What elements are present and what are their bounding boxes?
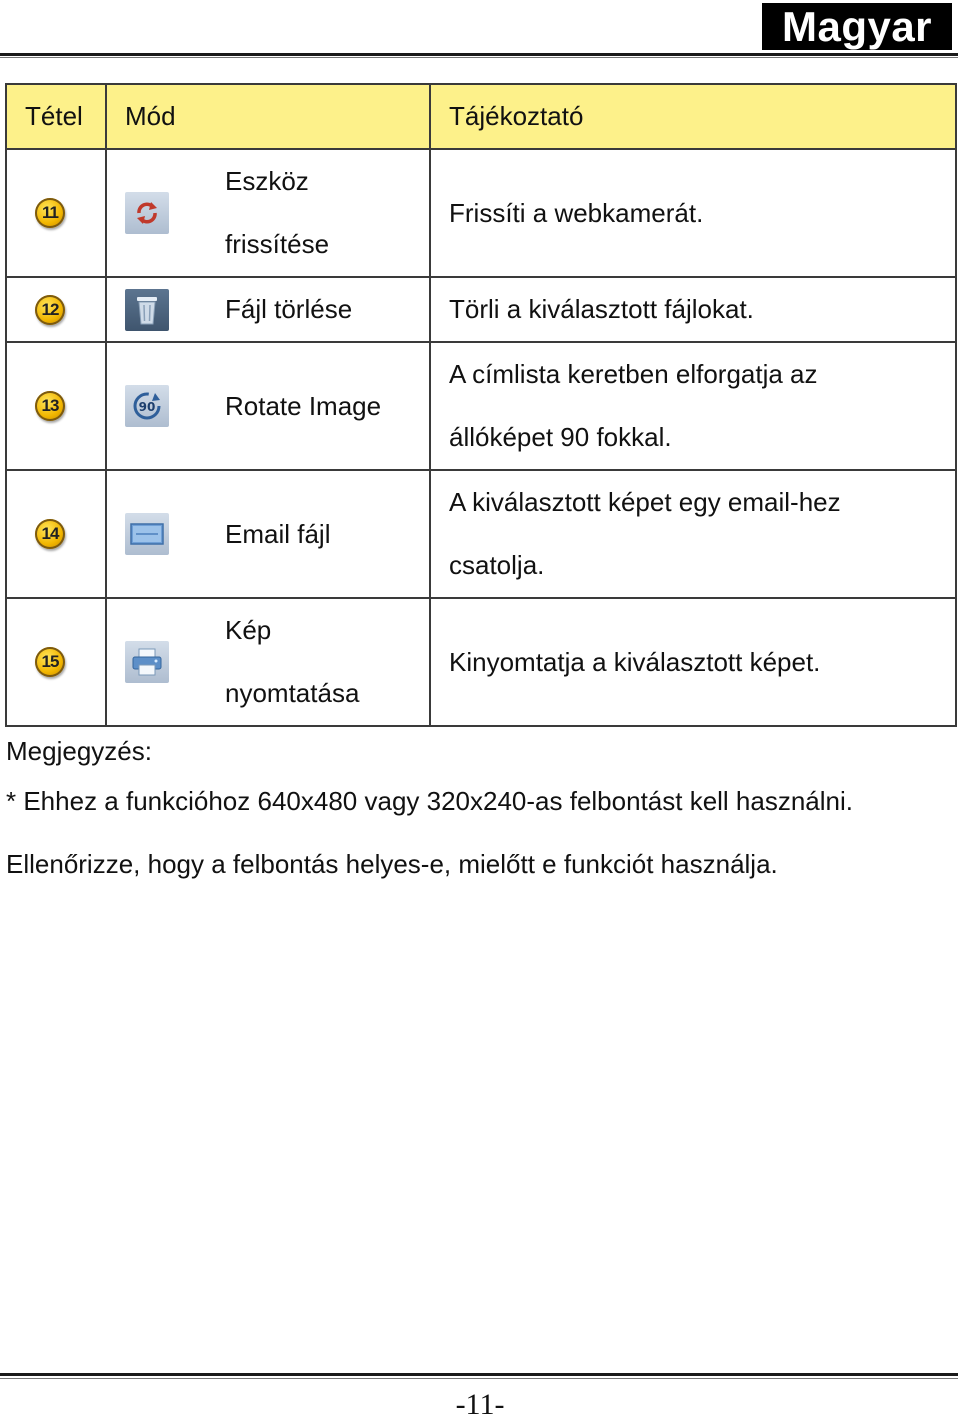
mode-label: Eszköz: [225, 166, 309, 196]
mode-cell: [106, 277, 430, 342]
table-row: [6, 598, 956, 726]
mode-label: nyomtatása: [225, 678, 360, 708]
mode-label: frissítése: [225, 229, 330, 259]
item-number-badge: 14: [35, 519, 65, 549]
item-cell: [6, 598, 106, 726]
mode-label: Fájl törlése: [225, 294, 353, 324]
item-cell: [6, 470, 106, 598]
info-cell: [430, 277, 956, 342]
header-rule: [0, 53, 958, 58]
info-cell: [430, 470, 956, 598]
mode-label: Email fájl: [225, 518, 331, 549]
info-text: Törli a kiválasztott fájlokat.: [449, 294, 754, 324]
item-number-badge: 11: [35, 198, 65, 228]
info-cell: [430, 598, 956, 726]
footer-rule: [0, 1373, 958, 1379]
info-text: csatolja.: [449, 550, 545, 580]
mode-cell: [106, 149, 430, 277]
table-row: [6, 277, 956, 342]
rotate-90-icon-text: 90: [138, 400, 156, 414]
table-row: [6, 149, 956, 277]
envelope-icon: [125, 513, 169, 555]
refresh-icon: [125, 192, 169, 234]
page-number: -11-: [455, 1388, 505, 1421]
mode-cell: [106, 598, 430, 726]
mode-cell: [106, 470, 430, 598]
item-number-badge: 15: [35, 647, 65, 677]
printer-icon: [125, 641, 169, 683]
mode-label: Kép: [225, 615, 272, 645]
info-text: állóképet 90 fokkal.: [449, 422, 672, 452]
item-cell: [6, 342, 106, 470]
item-number-badge: 13: [35, 391, 65, 421]
item-number-badge: 12: [35, 295, 65, 325]
mode-cell: [106, 342, 430, 470]
info-cell: [430, 342, 956, 470]
mode-label: Rotate Image: [225, 390, 382, 421]
trash-icon: [125, 289, 169, 331]
info-text: A címlista keretben elforgatja az: [449, 359, 818, 389]
info-text: Frissíti a webkamerát.: [449, 197, 704, 228]
header-info: Tájékoztató: [430, 84, 956, 149]
item-cell: [6, 149, 106, 277]
info-text: Kinyomtatja a kiválasztott képet.: [449, 646, 821, 677]
header-mode: Mód: [106, 84, 430, 149]
info-text: A kiválasztott képet egy email-hez: [449, 487, 841, 517]
note-line: Ellenőrizze, hogy a felbontás helyes-e, mielőtt e funkciót használja.: [6, 849, 778, 879]
item-cell: [6, 277, 106, 342]
header-item: Tétel: [6, 84, 106, 149]
table-header-row: [6, 84, 956, 149]
language-badge: Magyar: [762, 3, 952, 50]
table-row: [6, 470, 956, 598]
function-table: [5, 83, 957, 727]
info-cell: [430, 149, 956, 277]
note-title: Megjegyzés:: [6, 736, 152, 766]
table-row: [6, 342, 956, 470]
note-line: * Ehhez a funkcióhoz 640x480 vagy 320x240-as felbontást kell használni.: [6, 786, 854, 816]
rotate-90-icon: [125, 385, 169, 427]
